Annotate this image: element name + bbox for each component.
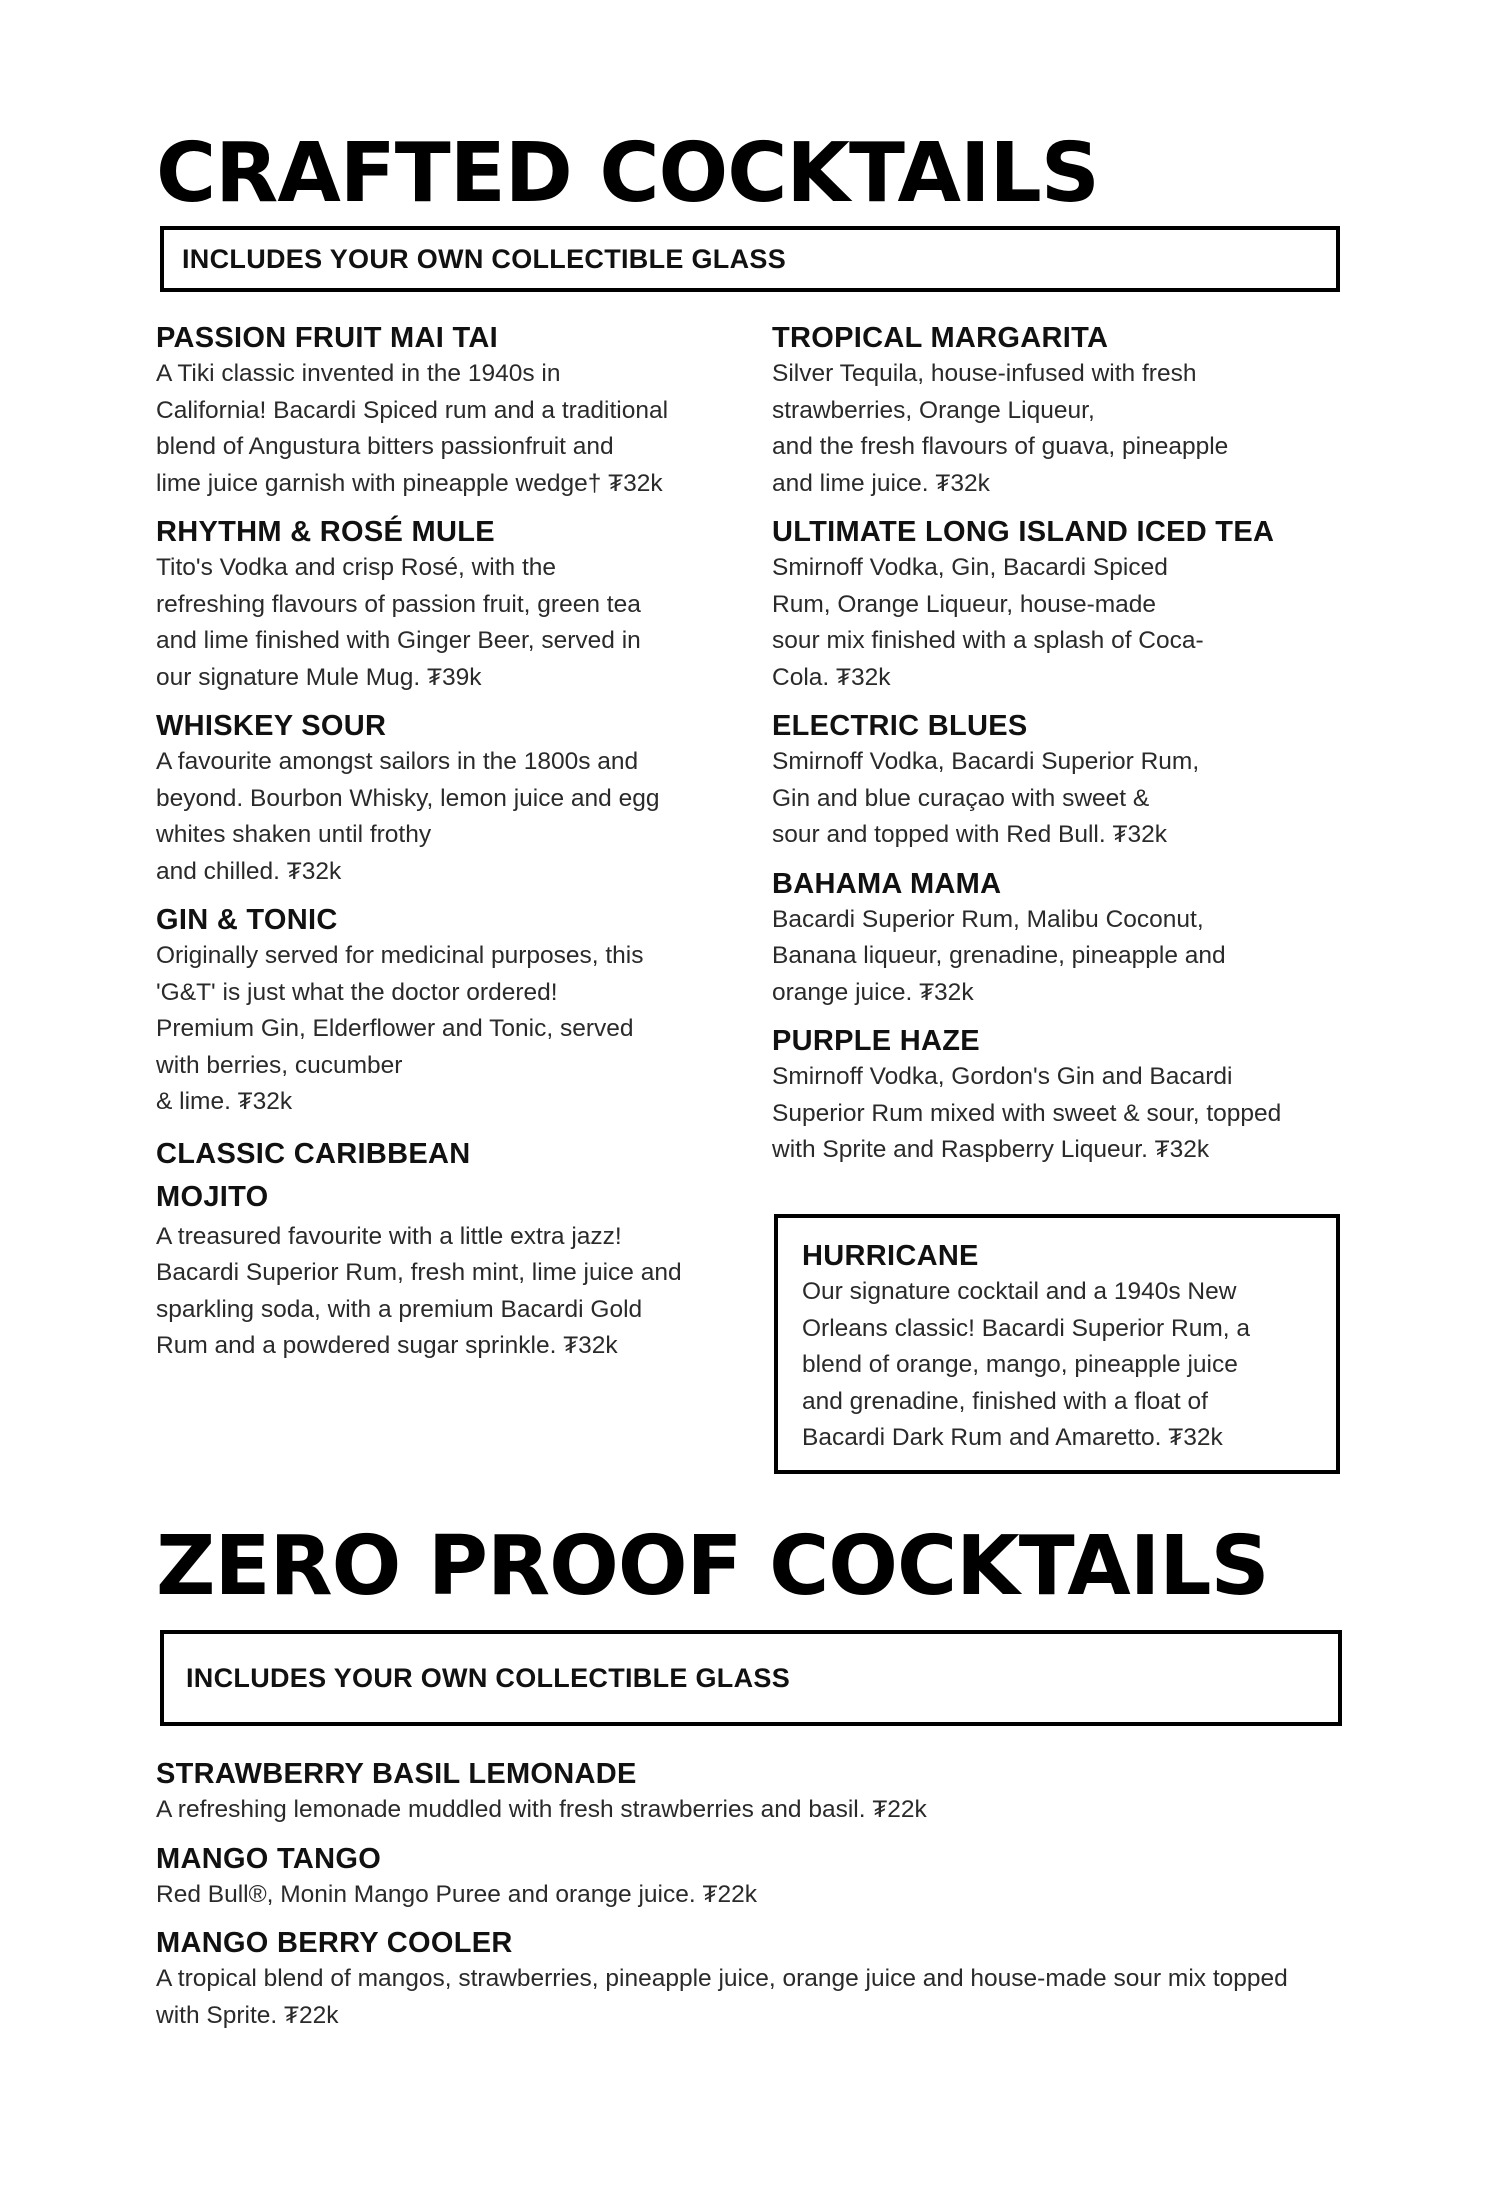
item-name: WHISKEY SOUR: [156, 710, 387, 742]
menu-item-passion-fruit-mai-tai: [156, 320, 746, 502]
item-description: Bacardi Superior Rum, Malibu Coconut, Banana liqueur, grenadine, pineapple and orange juice. ₮32k: [772, 905, 1226, 1006]
menu-item-rhythm-rose-mule: [156, 514, 746, 696]
item-name: PASSION FRUIT MAI TAI: [156, 322, 498, 354]
item-description: A refreshing lemonade muddled with fresh strawberries and basil. ₮22k: [156, 1796, 927, 1823]
zero-proof-list: [156, 1756, 1356, 2046]
menu-item-ultimate-long-island-iced-tea: [772, 514, 1362, 696]
menu-item-tropical-margarita: [772, 320, 1362, 502]
crafted-collectible-glass-banner: [160, 226, 1340, 292]
item-name: BAHAMA MAMA: [772, 867, 1002, 900]
item-name: GIN & TONIC: [156, 904, 338, 936]
menu-item-mango-berry-cooler: [156, 1925, 1356, 2034]
item-name: STRAWBERRY BASIL LEMONADE: [156, 1758, 637, 1790]
item-name: ELECTRIC BLUES: [772, 710, 1028, 742]
item-description: Smirnoff Vodka, Gordon's Gin and Bacardi Superior Rum mixed with sweet & sour, topped with Sprite and Raspberry Liqueur. ₮32k: [772, 1063, 1282, 1163]
item-name: MANGO BERRY COOLER: [156, 1927, 513, 1959]
item-description: Smirnoff Vodka, Bacardi Superior Rum, Gin and blue curaçao with sweet & sour and topped with Red Bull. ₮32k: [772, 748, 1200, 848]
menu-item-strawberry-basil-lemonade: [156, 1756, 1356, 1829]
item-name: TROPICAL MARGARITA: [772, 322, 1109, 354]
item-description: A favourite amongst sailors in the 1800s and beyond. Bourbon Whisky, lemon juice and egg whites shaken until frothy and chilled. ₮32k: [156, 748, 660, 885]
item-name: CLASSIC CARIBBEAN MOJITO: [156, 1137, 471, 1213]
item-description: A Tiki classic invented in the 1940s in California! Bacardi Spiced rum and a traditional blend of Angustura bitters passionfruit and lime juice garnish with pineapple wedge† ₮32k: [156, 360, 669, 497]
item-name: HURRICANE: [802, 1240, 979, 1272]
featured-hurricane-box: [774, 1214, 1340, 1474]
menu-item-classic-caribbean-mojito: [156, 1133, 746, 1365]
menu-item-bahama-mama: [772, 866, 1362, 1012]
zero-proof-cocktails-title: ZERO PROOF COCKTAILS: [156, 1519, 1269, 1614]
banner-text: INCLUDES YOUR OWN COLLECTIBLE GLASS: [186, 1662, 791, 1693]
item-name: MANGO TANGO: [156, 1842, 382, 1875]
item-description: A tropical blend of mangos, strawberries, pineapple juice, orange juice and house-made sour mix topped with Sprite. ₮22k: [156, 1965, 1288, 2029]
menu-item-mango-tango: [156, 1841, 1356, 1914]
item-description: Red Bull®, Monin Mango Puree and orange juice. ₮22k: [156, 1880, 757, 1908]
item-description: Our signature cocktail and a 1940s New Orleans classic! Bacardi Superior Rum, a blend of orange, mango, pineapple juice and grenadine, finished with a float of Bacardi Dark Rum and Amaretto. ₮32k: [802, 1278, 1250, 1451]
menu-item-electric-blues: [772, 708, 1362, 854]
menu-item-gin-tonic: [156, 902, 746, 1121]
item-description: Smirnoff Vodka, Gin, Bacardi Spiced Rum, Orange Liqueur, house-made sour mix finished with a splash of Coca- Cola. ₮32k: [772, 554, 1204, 691]
crafted-cocktails-title: CRAFTED COCKTAILS: [156, 126, 1099, 221]
item-description: A treasured favourite with a little extra jazz! Bacardi Superior Rum, fresh mint, lime juice and sparkling soda, with a premium Bacardi Gold Rum and a powdered sugar sprinkle. ₮32k: [156, 1222, 682, 1359]
zero-proof-collectible-glass-banner: [160, 1630, 1342, 1726]
menu-item-purple-haze: [772, 1023, 1362, 1169]
item-description: Silver Tequila, house-infused with fresh strawberries, Orange Liqueur, and the fresh flavours of guava, pineapple and lime juice. ₮32k: [772, 360, 1229, 497]
item-name: RHYTHM & ROSÉ MULE: [156, 516, 495, 548]
item-description: Tito's Vodka and crisp Rosé, with the refreshing flavours of passion fruit, green tea and lime finished with Ginger Beer, served in our signature Mule Mug. ₮39k: [156, 554, 641, 691]
menu-item-whiskey-sour: [156, 708, 746, 890]
item-name: PURPLE HAZE: [772, 1025, 980, 1057]
crafted-right-column: [772, 320, 1362, 1181]
item-name: ULTIMATE LONG ISLAND ICED TEA: [772, 516, 1275, 548]
crafted-left-column: [156, 320, 746, 1377]
item-description: Originally served for medicinal purposes, this 'G&T' is just what the doctor ordered! Premium Gin, Elderflower and Tonic, served with berries, cucumber & lime. ₮32k: [156, 942, 644, 1115]
banner-text: INCLUDES YOUR OWN COLLECTIBLE GLASS: [182, 243, 787, 274]
